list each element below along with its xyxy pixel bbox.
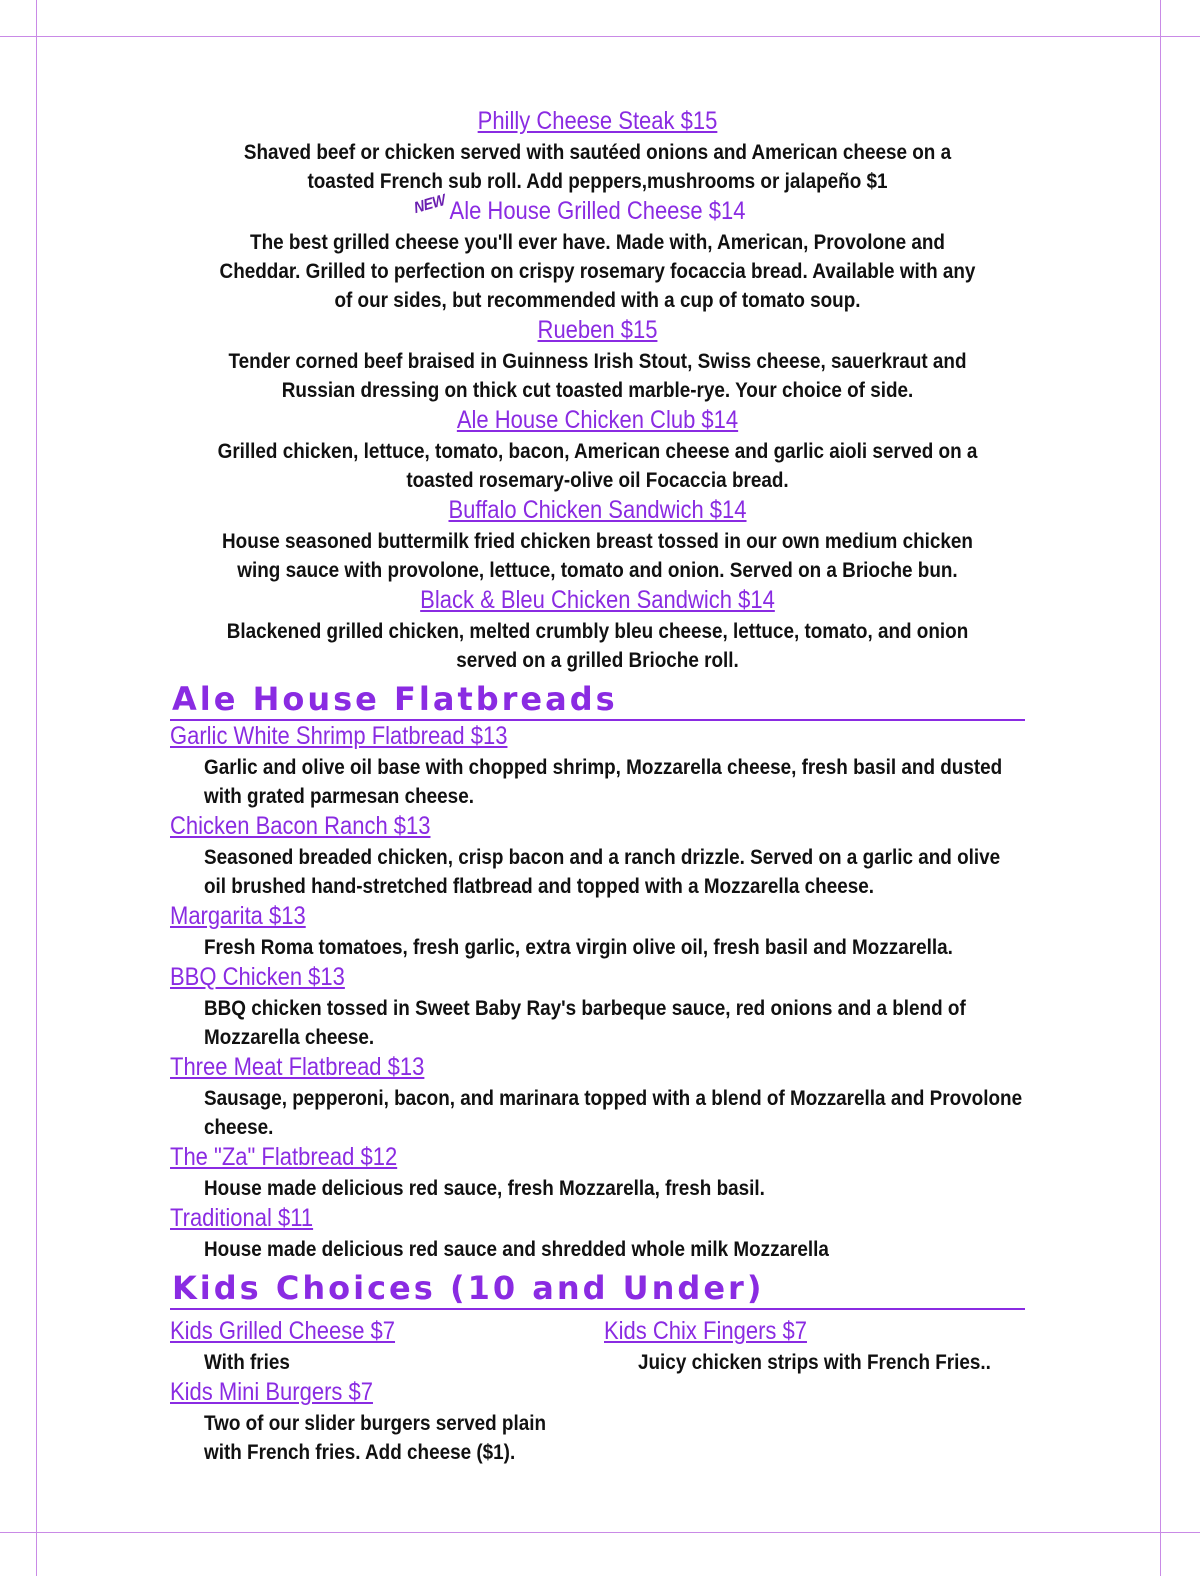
item-title: Kids Grilled Cheese $7 <box>170 1317 396 1345</box>
item-description: House made delicious red sauce, fresh Mozzarella, fresh basil. <box>204 1177 765 1200</box>
item-description: Juicy chicken strips with French Fries.. <box>638 1351 991 1374</box>
item-title: Garlic White Shrimp Flatbread $13 <box>170 722 508 750</box>
guide-line-left <box>36 0 37 1576</box>
item-description: Blackened grilled chicken, melted crumbly bleu cheese, lettuce, tomato, and onion served on a grilled Brioche roll. <box>226 620 969 672</box>
item-title-row <box>221 191 973 226</box>
menu-item <box>170 585 1025 675</box>
menu-item <box>170 962 1025 1052</box>
item-description: The best grilled cheese you'll ever have. Made with, American, Provolone and Cheddar. Grilled to perfection on crispy rosemary focaccia bread. Available with any of our sides, but recommended with a cup of tomato soup. <box>219 231 976 312</box>
item-description: House made delicious red sauce and shredded whole milk Mozzarella <box>204 1238 829 1261</box>
menu-item <box>170 405 1025 495</box>
menu-item <box>170 811 1025 901</box>
menu-item <box>170 106 1025 196</box>
menu-item <box>170 1316 604 1377</box>
item-title: Black & Bleu Chicken Sandwich $14 <box>420 586 775 614</box>
item-description: Garlic and olive oil base with chopped shrimp, Mozzarella cheese, fresh basil and dusted with grated parmesan cheese. <box>204 756 1003 808</box>
section-heading-kids: Kids Choices (10 and Under) <box>170 1268 1025 1310</box>
menu-item <box>170 495 1025 585</box>
item-title: Kids Chix Fingers $7 <box>604 1317 807 1345</box>
menu-item <box>170 721 1025 811</box>
item-title: Ale House Grilled Cheese $14 <box>449 197 746 225</box>
item-title: The "Za" Flatbread $12 <box>170 1143 398 1171</box>
item-title: Philly Cheese Steak $15 <box>477 107 718 135</box>
new-badge: NEW <box>412 191 448 218</box>
menu-item <box>604 1316 1038 1377</box>
item-title: Three Meat Flatbread $13 <box>170 1053 425 1081</box>
item-description: Fresh Roma tomatoes, fresh garlic, extra virgin olive oil, fresh basil and Mozzarella. <box>204 936 953 959</box>
menu-item <box>170 1377 604 1467</box>
section-heading-flatbreads: Ale House Flatbreads <box>170 679 1025 721</box>
guide-line-bottom <box>0 1532 1200 1533</box>
item-title: Ale House Chicken Club $14 <box>456 406 739 434</box>
item-description: Tender corned beef braised in Guinness Irish Stout, Swiss cheese, sauerkraut and Russian dressing on thick cut toasted marble-rye. Your choice of side. <box>228 350 967 402</box>
item-title-wrap <box>412 191 746 226</box>
item-description: With fries <box>204 1351 290 1374</box>
flatbread-section <box>170 721 1025 1264</box>
kids-column-left <box>170 1316 604 1467</box>
item-title: Kids Mini Burgers $7 <box>170 1378 373 1406</box>
item-title: Rueben $15 <box>537 316 658 344</box>
item-title: Chicken Bacon Ranch $13 <box>170 812 431 840</box>
menu-item <box>170 1203 1025 1264</box>
item-description: Grilled chicken, lettuce, tomato, bacon, American cheese and garlic aioli served on a toasted rosemary-olive oil Focaccia bread. <box>217 440 978 492</box>
kids-column-right <box>604 1316 1038 1467</box>
item-description: House seasoned buttermilk fried chicken breast tossed in our own medium chicken wing sauce with provolone, lettuce, tomato and onion. Served on a Brioche bun. <box>222 530 973 582</box>
menu-item <box>170 901 1025 962</box>
item-title: Margarita $13 <box>170 902 306 930</box>
item-description: Two of our slider burgers served plain with French fries. Add cheese ($1). <box>204 1412 547 1464</box>
menu-item <box>170 1052 1025 1142</box>
kids-section <box>170 1316 1025 1467</box>
item-title: Buffalo Chicken Sandwich $14 <box>448 496 747 524</box>
guide-line-right <box>1160 0 1161 1576</box>
item-description: Sausage, pepperoni, bacon, and marinara topped with a blend of Mozzarella and Provolone cheese. <box>204 1087 1023 1139</box>
item-description: Seasoned breaded chicken, crisp bacon and a ranch drizzle. Served on a garlic and olive oil brushed hand-stretched flatbread and topped with a Mozzarella cheese. <box>204 846 1001 898</box>
menu-item <box>170 1142 1025 1203</box>
item-description: BBQ chicken tossed in Sweet Baby Ray's barbeque sauce, red onions and a blend of Mozzarella cheese. <box>204 997 966 1049</box>
item-description: Shaved beef or chicken served with sautéed onions and American cheese on a toasted French sub roll. Add peppers,mushrooms or jalapeño $1 <box>243 141 952 193</box>
item-title: BBQ Chicken $13 <box>170 963 345 991</box>
menu-item <box>170 315 1025 405</box>
menu-item <box>170 191 1025 315</box>
guide-line-top <box>0 36 1200 37</box>
sandwich-section <box>170 106 1025 675</box>
item-title: Traditional $11 <box>170 1204 314 1232</box>
menu-page <box>170 106 1025 1467</box>
